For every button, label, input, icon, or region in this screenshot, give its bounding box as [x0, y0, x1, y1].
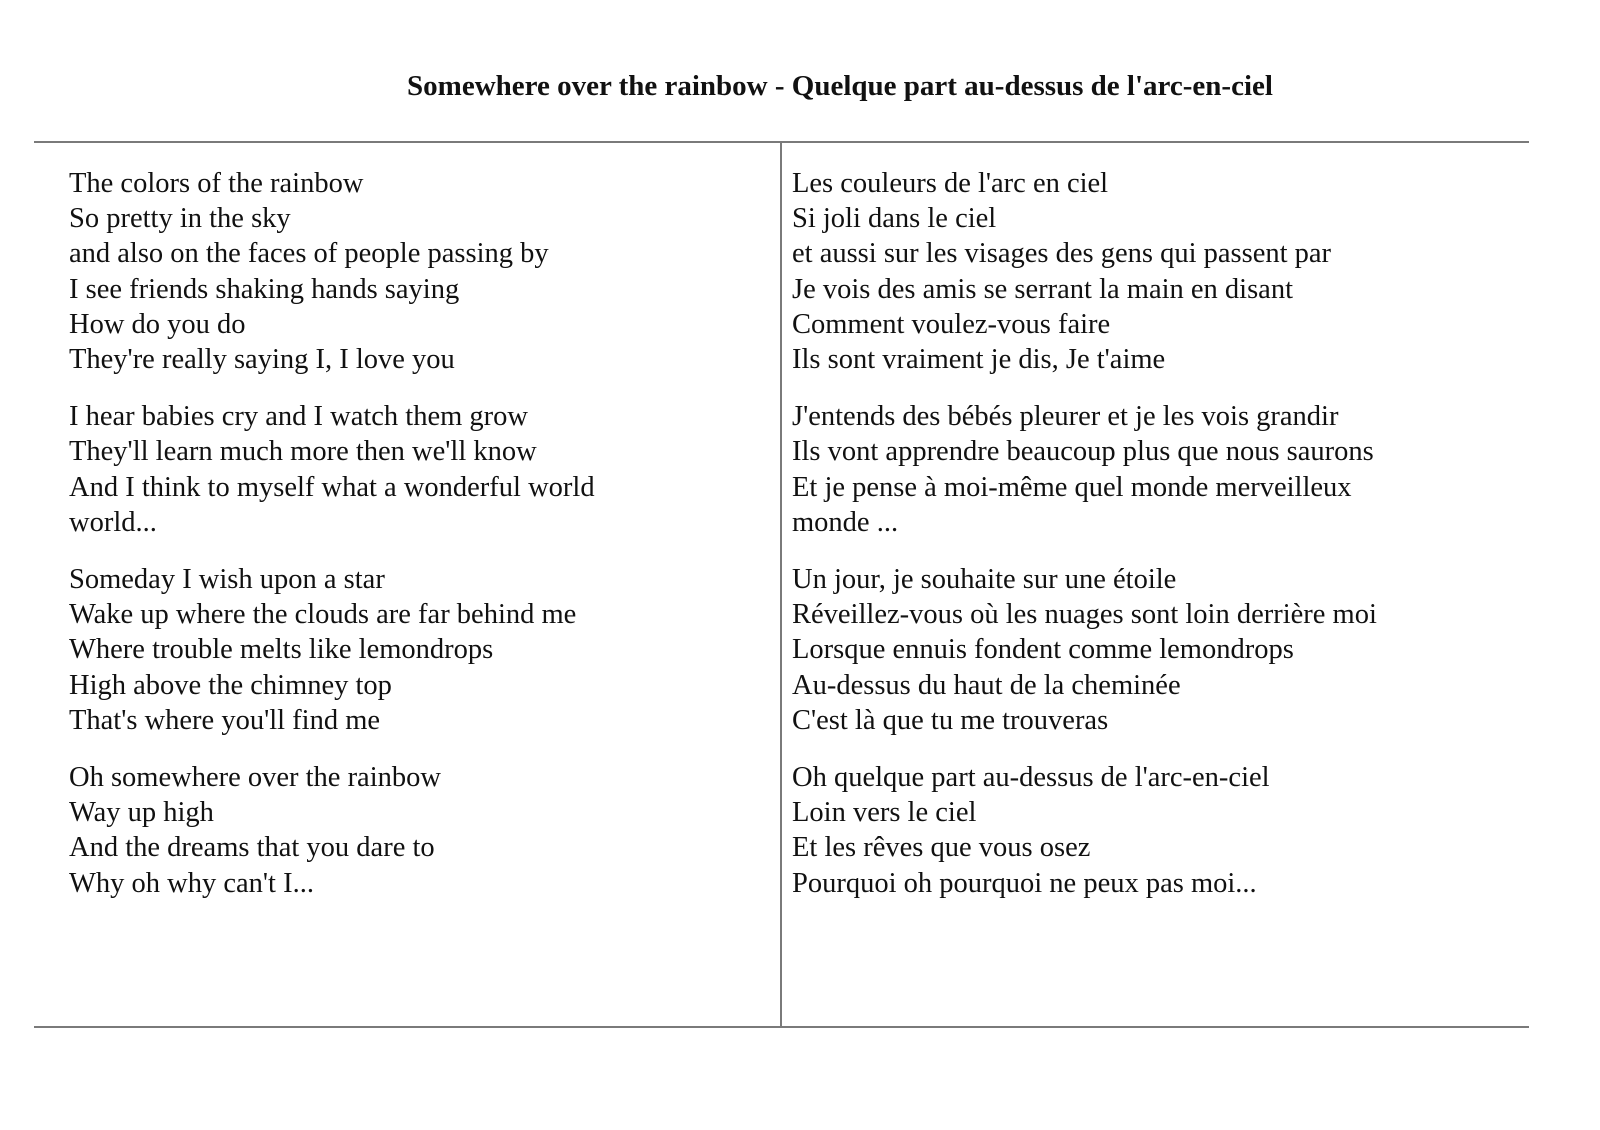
lyric-line: Where trouble melts like lemondrops: [69, 634, 494, 666]
lyric-line: And the dreams that you dare to: [69, 832, 435, 864]
lyric-line: C'est là que tu me trouveras: [792, 704, 1109, 736]
lyric-line: They're really saying I, I love you: [69, 344, 455, 376]
lyric-line: So pretty in the sky: [69, 203, 291, 235]
lyric-line: I see friends shaking hands saying: [69, 273, 460, 305]
lyric-line: Réveillez-vous où les nuages sont loin derrière moi: [792, 599, 1377, 631]
lyric-line: world...: [69, 506, 157, 538]
lyric-line: Un jour, je souhaite sur une étoile: [792, 564, 1177, 596]
french-stanza-3: [792, 562, 1377, 738]
column-divider: [780, 143, 782, 1026]
lyric-line: J'entends des bébés pleurer et je les vois grandir: [792, 401, 1339, 433]
lyric-line: monde ...: [792, 506, 899, 538]
lyric-line: High above the chimney top: [69, 669, 392, 701]
lyric-line: Oh quelque part au-dessus de l'arc-en-ciel: [792, 762, 1270, 794]
lyric-line: Way up high: [69, 797, 214, 829]
lyric-line: That's where you'll find me: [69, 704, 381, 736]
lyric-line: Je vois des amis se serrant la main en disant: [792, 273, 1294, 305]
lyric-line: Ils vont apprendre beaucoup plus que nous saurons: [792, 436, 1374, 468]
english-lyrics-column: [69, 166, 595, 923]
lyric-line: They'll learn much more then we'll know: [69, 436, 537, 468]
lyric-line: Oh somewhere over the rainbow: [69, 762, 441, 794]
page-title: Somewhere over the rainbow - Quelque part au-dessus de l'arc-en-ciel: [407, 70, 1273, 102]
lyrics-table: [34, 141, 1529, 1028]
lyric-line: Pourquoi oh pourquoi ne peux pas moi...: [792, 867, 1257, 899]
lyric-line: Lorsque ennuis fondent comme lemondrops: [792, 634, 1294, 666]
french-stanza-1: [792, 166, 1377, 377]
lyric-line: Au-dessus du haut de la cheminée: [792, 669, 1181, 701]
english-stanza-3: [69, 562, 595, 738]
lyric-line: Loin vers le ciel: [792, 797, 977, 829]
lyric-line: How do you do: [69, 308, 246, 340]
lyric-line: Et les rêves que vous osez: [792, 832, 1091, 864]
lyric-line: Why oh why can't I...: [69, 867, 314, 899]
english-stanza-4: [69, 760, 595, 901]
lyric-line: Les couleurs de l'arc en ciel: [792, 168, 1109, 199]
english-stanza-2: [69, 399, 595, 540]
lyric-line: Wake up where the clouds are far behind me: [69, 599, 577, 631]
english-stanza-1: [69, 166, 595, 377]
lyric-line: Si joli dans le ciel: [792, 203, 997, 235]
lyric-line: Ils sont vraiment je dis, Je t'aime: [792, 344, 1166, 376]
lyric-line: The colors of the rainbow: [69, 168, 364, 199]
french-lyrics-column: [792, 166, 1377, 923]
lyric-line: et aussi sur les visages des gens qui passent par: [792, 238, 1332, 270]
lyric-line: and also on the faces of people passing by: [69, 238, 549, 270]
lyric-line: Someday I wish upon a star: [69, 564, 385, 596]
lyric-line: Comment voulez-vous faire: [792, 308, 1111, 340]
lyric-line: And I think to myself what a wonderful world: [69, 471, 595, 503]
french-stanza-4: [792, 760, 1377, 901]
lyric-line: I hear babies cry and I watch them grow: [69, 401, 528, 433]
lyric-line: Et je pense à moi-même quel monde merveilleux: [792, 471, 1352, 503]
french-stanza-2: [792, 399, 1377, 540]
